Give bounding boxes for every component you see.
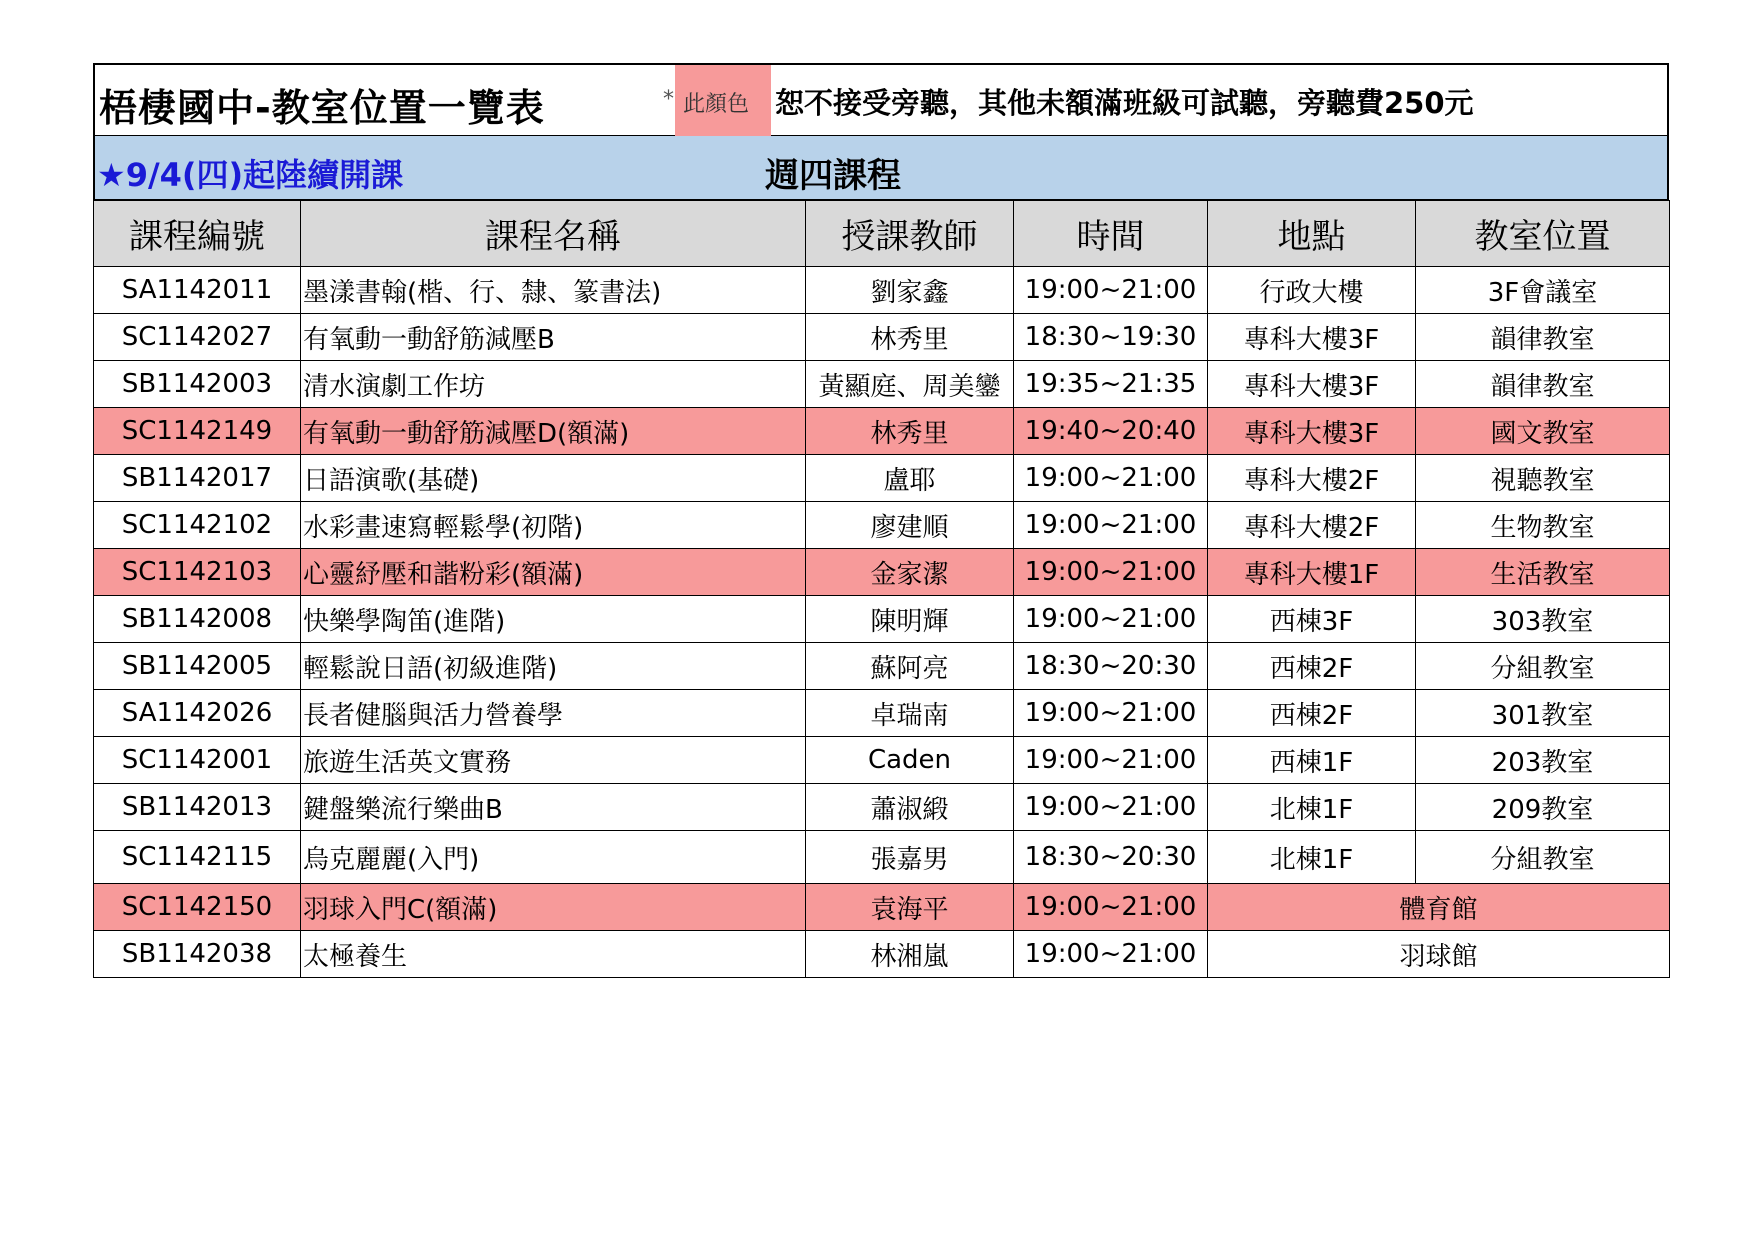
course-name: 烏克麗麗(入門) (301, 831, 806, 884)
course-teacher: 盧耶 (806, 455, 1014, 502)
subheader-row (93, 136, 1669, 200)
course-teacher: Caden (806, 737, 1014, 784)
course-room: 韻律教室 (1416, 361, 1670, 408)
table-row (94, 596, 1670, 643)
course-name: 水彩畫速寫輕鬆學(初階) (301, 502, 806, 549)
course-name: 長者健腦與活力營養學 (301, 690, 806, 737)
title-row (93, 63, 1669, 136)
course-time: 19:00~21:00 (1014, 737, 1208, 784)
course-name: 羽球入門C(額滿) (301, 884, 806, 931)
course-room: 國文教室 (1416, 408, 1670, 455)
table-row (94, 502, 1670, 549)
course-time: 19:00~21:00 (1014, 884, 1208, 931)
table-row-full (94, 884, 1670, 931)
audit-notice: 恕不接受旁聽，其他未額滿班級可試聽，旁聽費250元 (775, 86, 1474, 120)
course-name: 有氧動一動舒筋減壓D(額滿) (301, 408, 806, 455)
legend-color-swatch (675, 65, 771, 137)
table-row (94, 267, 1670, 314)
course-place: 西棟3F (1208, 596, 1416, 643)
course-place: 專科大樓3F (1208, 314, 1416, 361)
course-place: 西棟2F (1208, 690, 1416, 737)
column-header-time: 時間 (1014, 201, 1208, 267)
course-teacher: 卓瑞南 (806, 690, 1014, 737)
course-room: 分組教室 (1416, 643, 1670, 690)
table-row-full (94, 408, 1670, 455)
course-name: 日語演歌(基礎) (301, 455, 806, 502)
course-time: 18:30~19:30 (1014, 314, 1208, 361)
course-room: 3F會議室 (1416, 267, 1670, 314)
course-code: SB1142005 (94, 643, 301, 690)
course-room: 203教室 (1416, 737, 1670, 784)
course-teacher: 劉家鑫 (806, 267, 1014, 314)
table-row (94, 931, 1670, 978)
course-name: 心靈紓壓和諧粉彩(額滿) (301, 549, 806, 596)
table-row (94, 690, 1670, 737)
course-teacher: 袁海平 (806, 884, 1014, 931)
course-code: SB1142003 (94, 361, 301, 408)
day-title: 週四課程 (765, 156, 901, 196)
course-teacher: 陳明輝 (806, 596, 1014, 643)
column-header-place: 地點 (1208, 201, 1416, 267)
course-sheet (93, 63, 1669, 978)
course-place: 專科大樓3F (1208, 408, 1416, 455)
course-name: 太極養生 (301, 931, 806, 978)
course-code: SA1142011 (94, 267, 301, 314)
course-teacher: 張嘉男 (806, 831, 1014, 884)
course-teacher: 蘇阿亮 (806, 643, 1014, 690)
column-header-teacher: 授課教師 (806, 201, 1014, 267)
legend-swatch-label: 此顏色 (683, 92, 750, 117)
table-row (94, 314, 1670, 361)
course-time: 18:30~20:30 (1014, 643, 1208, 690)
course-time: 19:00~21:00 (1014, 784, 1208, 831)
course-code: SB1142017 (94, 455, 301, 502)
course-code: SB1142008 (94, 596, 301, 643)
course-time: 19:00~21:00 (1014, 502, 1208, 549)
course-place: 北棟1F (1208, 784, 1416, 831)
course-code: SC1142102 (94, 502, 301, 549)
course-name: 清水演劇工作坊 (301, 361, 806, 408)
course-table (93, 200, 1670, 978)
course-code: SC1142027 (94, 314, 301, 361)
course-teacher: 蕭淑緞 (806, 784, 1014, 831)
table-header-row (94, 201, 1670, 267)
course-name: 旅遊生活英文實務 (301, 737, 806, 784)
course-place: 專科大樓2F (1208, 455, 1416, 502)
course-code: SC1142103 (94, 549, 301, 596)
course-teacher: 金家潔 (806, 549, 1014, 596)
course-name: 鍵盤樂流行樂曲B (301, 784, 806, 831)
course-place: 專科大樓1F (1208, 549, 1416, 596)
column-header-name: 課程名稱 (301, 201, 806, 267)
course-place: 專科大樓2F (1208, 502, 1416, 549)
course-code: SC1142115 (94, 831, 301, 884)
course-name: 快樂學陶笛(進階) (301, 596, 806, 643)
course-code: SC1142149 (94, 408, 301, 455)
course-location-merged: 羽球館 (1208, 931, 1670, 978)
table-row (94, 737, 1670, 784)
table-row (94, 361, 1670, 408)
course-teacher: 林秀里 (806, 408, 1014, 455)
course-place: 行政大樓 (1208, 267, 1416, 314)
course-room: 分組教室 (1416, 831, 1670, 884)
course-teacher: 林湘嵐 (806, 931, 1014, 978)
table-row (94, 831, 1670, 884)
course-place: 西棟1F (1208, 737, 1416, 784)
course-time: 19:00~21:00 (1014, 596, 1208, 643)
column-header-room: 教室位置 (1416, 201, 1670, 267)
course-place: 西棟2F (1208, 643, 1416, 690)
course-code: SA1142026 (94, 690, 301, 737)
course-time: 19:00~21:00 (1014, 455, 1208, 502)
course-time: 19:00~21:00 (1014, 549, 1208, 596)
course-time: 19:35~21:35 (1014, 361, 1208, 408)
table-row (94, 455, 1670, 502)
start-date-note: ★9/4(四)起陸續開課 (97, 156, 404, 194)
course-teacher: 林秀里 (806, 314, 1014, 361)
course-room: 視聽教室 (1416, 455, 1670, 502)
column-header-code: 課程編號 (94, 201, 301, 267)
course-place: 專科大樓3F (1208, 361, 1416, 408)
course-room: 韻律教室 (1416, 314, 1670, 361)
course-code: SB1142013 (94, 784, 301, 831)
course-time: 19:00~21:00 (1014, 690, 1208, 737)
course-name: 輕鬆說日語(初級進階) (301, 643, 806, 690)
course-time: 19:00~21:00 (1014, 267, 1208, 314)
course-code: SC1142150 (94, 884, 301, 931)
course-room: 209教室 (1416, 784, 1670, 831)
table-row (94, 784, 1670, 831)
course-time: 18:30~20:30 (1014, 831, 1208, 884)
page-title: 梧棲國中-教室位置一覽表 (99, 86, 545, 130)
course-teacher: 廖建順 (806, 502, 1014, 549)
course-code: SB1142038 (94, 931, 301, 978)
course-room: 301教室 (1416, 690, 1670, 737)
course-location-merged: 體育館 (1208, 884, 1670, 931)
course-room: 303教室 (1416, 596, 1670, 643)
course-name: 有氧動一動舒筋減壓B (301, 314, 806, 361)
course-room: 生活教室 (1416, 549, 1670, 596)
course-code: SC1142001 (94, 737, 301, 784)
table-row (94, 643, 1670, 690)
legend-asterisk: * (663, 87, 674, 112)
course-time: 19:00~21:00 (1014, 931, 1208, 978)
course-name: 墨漾書翰(楷、行、隸、篆書法) (301, 267, 806, 314)
table-row-full (94, 549, 1670, 596)
course-place: 北棟1F (1208, 831, 1416, 884)
course-room: 生物教室 (1416, 502, 1670, 549)
course-time: 19:40~20:40 (1014, 408, 1208, 455)
course-teacher: 黃顯庭、周美鑾 (806, 361, 1014, 408)
